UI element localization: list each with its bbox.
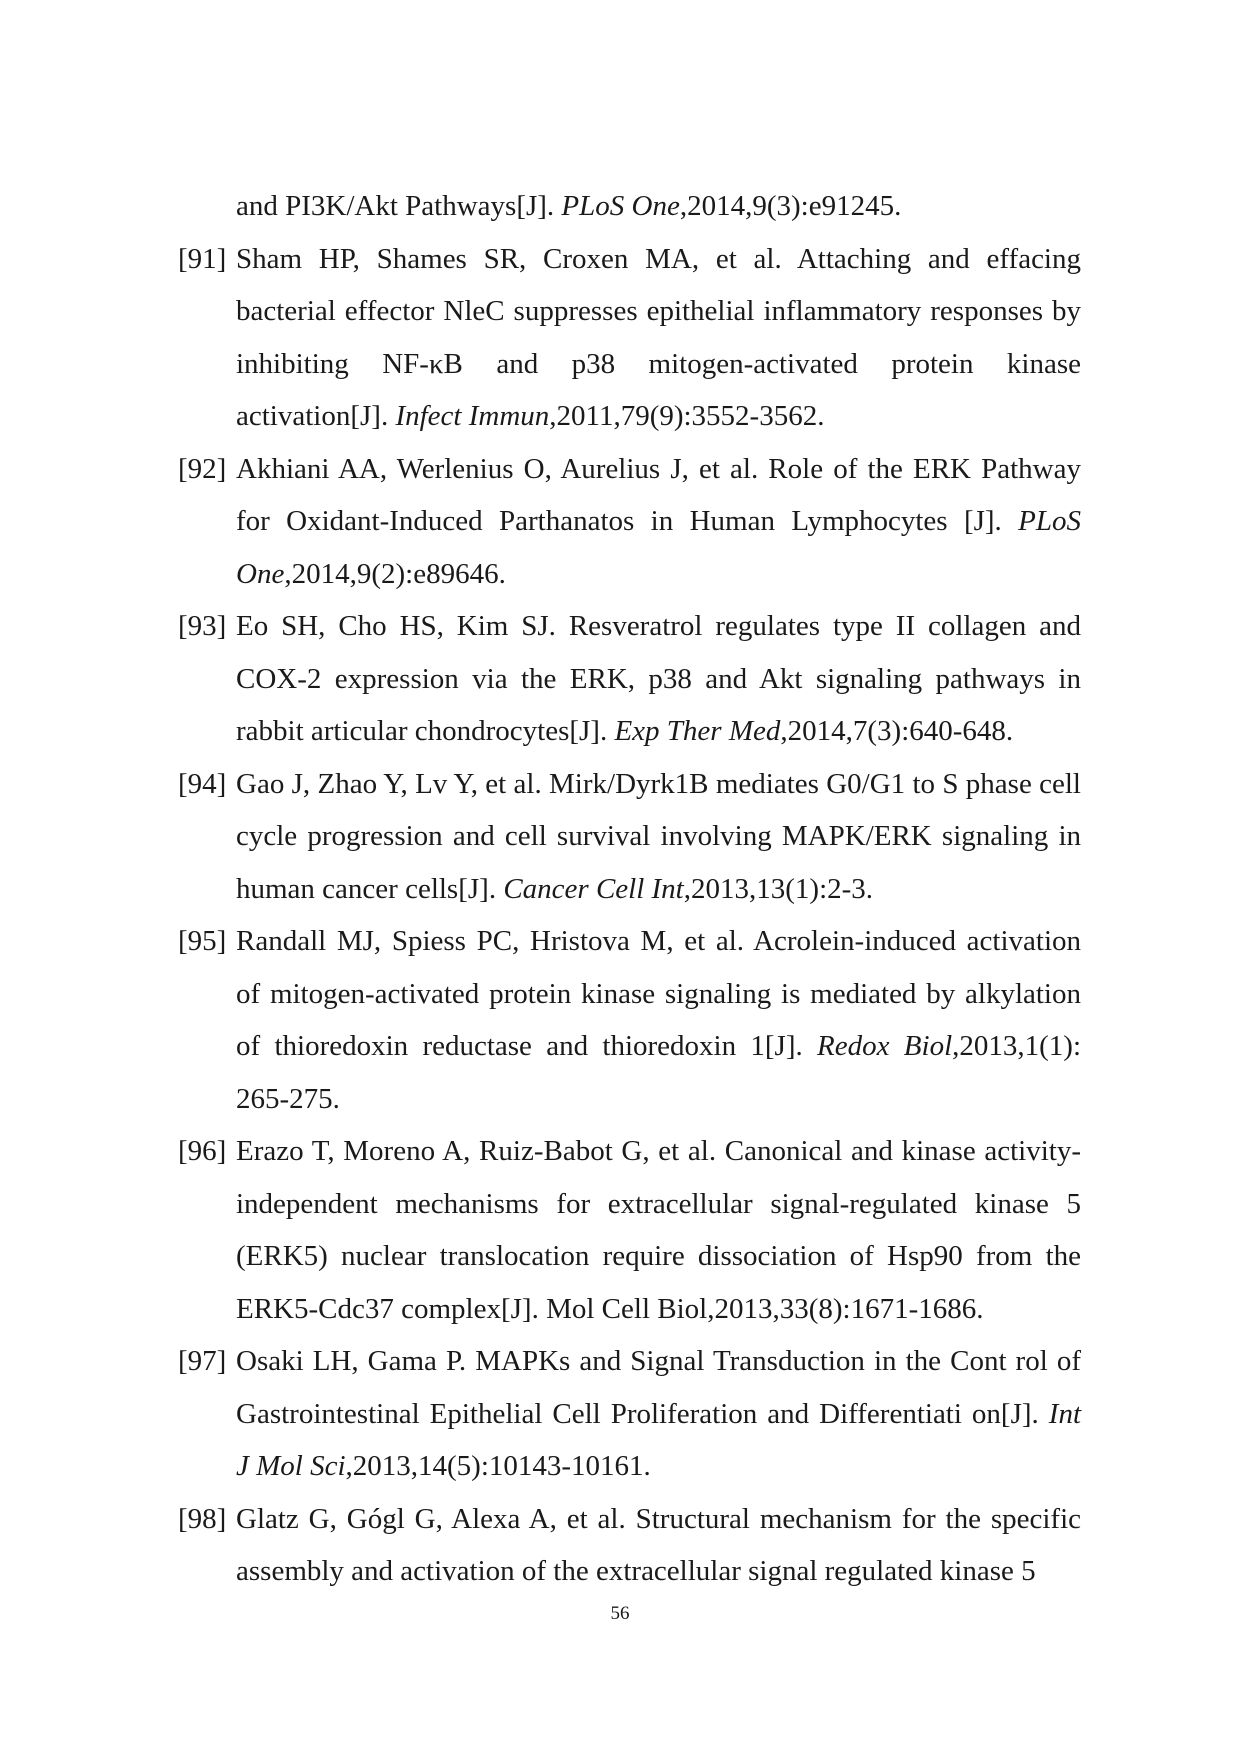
reference-number: [93] [178, 610, 227, 642]
reference-text: Erazo T, Moreno A, Ruiz-Babot G, et al. Canonical and kinase activity-independent mechanisms for extracellular signal-regulated kinase 5 (ERK5) nuclear translocation require dissociation of Hsp90 from the ERK5-Cdc37 complex[J]. Mol Cell Biol,2013,33(8):1671-1686. [236, 1135, 1081, 1325]
reference-92 [178, 443, 1081, 601]
reference-95 [178, 915, 1081, 1125]
reference-98 [178, 1493, 1081, 1598]
reference-number: [95] [178, 925, 227, 957]
reference-text: Sham HP, Shames SR, Croxen MA, et al. Attaching and effacing bacterial effector NleC suppresses epithelial inflammatory responses by inhibiting NF-κB and p38 mitogen-activated protein kinase activation[J]. Infect Immun,2011,79(9):3552-3562. [236, 242, 1081, 432]
reference-text: Randall MJ, Spiess PC, Hristova M, et al. Acrolein-induced activation of mitogen-activated protein kinase signaling is mediated by alkylation of thioredoxin reductase and thioredoxin 1[J]. Redox Biol,2013,1(1): 265-275. [236, 925, 1082, 1115]
reference-91 [178, 233, 1081, 443]
reference-number: [91] [178, 242, 227, 275]
reference-text: Eo SH, Cho HS, Kim SJ. Resveratrol regulates type II collagen and COX-2 expression via the ERK, p38 and Akt signaling pathways in rabbit articular chondrocytes[J]. Exp Ther Med,2014,7(3):640-648. [236, 610, 1081, 747]
reference-text: Glatz G, Gógl G, Alexa A, et al. Structural mechanism for the specific assembly and activation of the extracellular signal regulated kinase 5 [236, 1502, 1081, 1587]
reference-number: [97] [178, 1345, 227, 1377]
reference-continuation [178, 180, 1081, 233]
reference-96 [178, 1125, 1081, 1335]
reference-number: [98] [178, 1502, 227, 1535]
reference-number: [94] [178, 767, 227, 800]
reference-text: and PI3K/Akt Pathways[J]. PLoS One,2014,9(3):e91245. [236, 190, 902, 222]
reference-text: Akhiani AA, Werlenius O, Aurelius J, et al. Role of the ERK Pathway for Oxidant-Induced Parthanatos in Human Lymphocytes [J]. PLoS One,2014,9(2):e89646. [236, 452, 1081, 590]
reference-number: [92] [178, 452, 227, 485]
reference-list [178, 180, 1081, 1598]
reference-94 [178, 758, 1081, 916]
reference-93 [178, 600, 1081, 758]
reference-97 [178, 1335, 1081, 1493]
reference-text: Gao J, Zhao Y, Lv Y, et al. Mirk/Dyrk1B mediates G0/G1 to S phase cell cycle progression and cell survival involving MAPK/ERK signaling in human cancer cells[J]. Cancer Cell Int,2013,13(1):2-3. [236, 767, 1081, 905]
reference-text: Osaki LH, Gama P. MAPKs and Signal Transduction in the Cont rol of Gastrointestinal Epithelial Cell Proliferation and Differentiati on[J]. Int J Mol Sci,2013,14(5):10143-10161. [236, 1345, 1081, 1482]
reference-number: [96] [178, 1135, 227, 1167]
page-number: 56 [610, 1603, 630, 1624]
